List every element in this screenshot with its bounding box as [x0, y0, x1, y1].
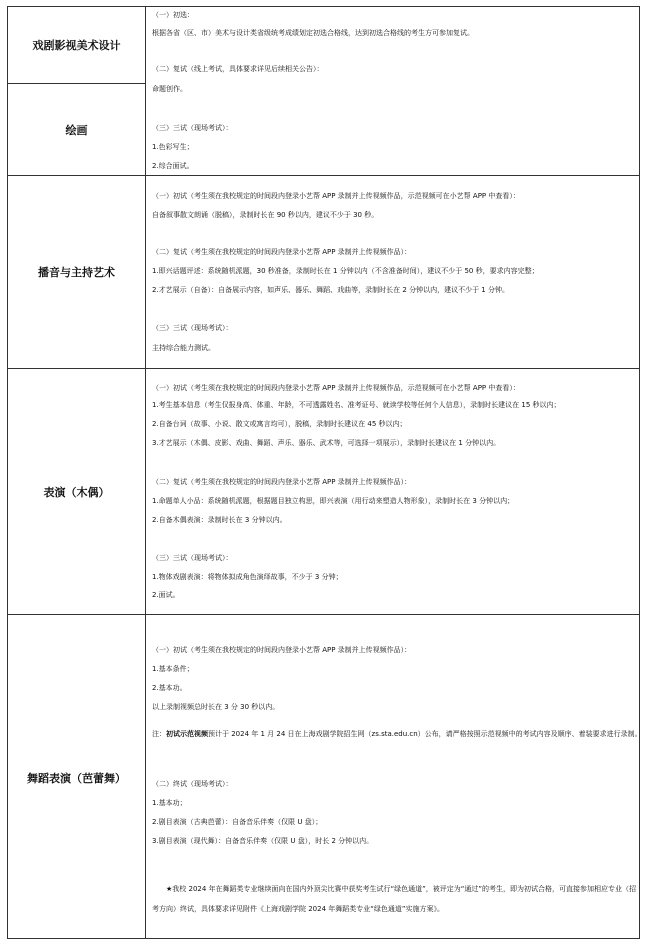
note-prefix: 注： — [152, 730, 166, 738]
text-line: 1.色彩写生； — [152, 143, 194, 151]
text-line: 1.物体戏剧表演：将物体拟成角色演绎故事，不少于 3 分钟； — [152, 573, 343, 581]
text-line: 1.基本功； — [152, 799, 187, 807]
text-line: 自备叙事散文朗诵（脱稿），录制时长在 90 秒以内，建议不少于 30 秒。 — [152, 211, 379, 219]
text-line: （一）初试（考生须在我校规定的时间段内登录小艺帮 APP 录制并上传视频作品，示范视频可在小艺帮 APP 中查看）： — [152, 384, 520, 392]
text-line: （二）复试（线上考试，具体要求详见后续相关公告）： — [152, 65, 324, 73]
text-line: 主持综合能力测试。 — [152, 344, 215, 352]
text-line: 2.基本功。 — [152, 684, 187, 692]
text-line: 命题创作。 — [152, 85, 187, 93]
exam-requirements-table — [7, 6, 640, 939]
major-label-painting: 绘画 — [65, 124, 88, 137]
text-line: 以上录制视频总时长在 3 分 30 秒以内。 — [152, 703, 280, 711]
text-line: （二）复试（考生须在我校规定的时间段内登录小艺帮 APP 录制并上传视频作品）： — [152, 248, 412, 256]
text-line: 2.综合面试。 — [152, 162, 194, 170]
text-line: 1.命题单人小品：系统随机派题，根据题目独立构思，即兴表演（用行动来塑造人物形象），录制时长在 3 分钟以内； — [152, 497, 515, 505]
text-line: 2.自备木偶表演：录制时长在 3 分钟以内。 — [152, 516, 287, 524]
text-line: （三）三试（现场考试）： — [152, 124, 233, 132]
text-line: 1.基本条件； — [152, 665, 194, 673]
text-line: （一）初试（考生须在我校规定的时间段内登录小艺帮 APP 录制并上传视频作品）： — [152, 646, 412, 654]
text-line: 2.面试。 — [152, 591, 180, 599]
green-channel-notice: ★我校 2024 年在舞蹈类专业继续面向在国内外顶尖比赛中获奖考生试行“绿色通道”，被评定为“通过”的考生，即为初试合格，可直接参加相应专业（招考方向）终试，具体要求详见附件《上海戏剧学院 2024 年舞蹈类专业“绿色通道”实施方案》。 — [152, 885, 637, 913]
column-divider — [145, 7, 146, 938]
text-line: 根据各省（区、市）美术与设计类省级统考成绩划定初选合格线，达到初选合格线的考生方可参加复试。 — [152, 29, 474, 37]
text-line: 1.考生基本信息（考生仅报身高、体重、年龄，不可透露姓名、准考证号、就读学校等任何个人信息），录制时长建议在 15 秒以内； — [152, 401, 561, 409]
text-line: 3.才艺展示（木偶、皮影、戏曲、舞蹈、声乐、器乐、武术等，可选择一项展示），录制时长建议在 1 分钟以内。 — [152, 439, 501, 447]
text-line: 2.才艺展示（自备）：自备展示内容，如声乐、器乐、舞蹈、戏曲等，录制时长在 2 分钟以内，建议不少于 1 分钟。 — [152, 286, 509, 294]
text-line: 2.剧目表演（古典芭蕾）：自备音乐伴奏（仅限 U 盘）； — [152, 818, 323, 826]
text-line: （一）初选： — [152, 11, 194, 19]
text-line: （二）终试（现场考试）： — [152, 780, 233, 788]
text-line: 2.自备台词（故事、小说、散文或寓言均可），脱稿，录制时长建议在 45 秒以内； — [152, 420, 407, 428]
note-body: 预计于 2024 年 1 月 24 日在上海戏剧学院招生网（zs.sta.edu.cn）公布，请严格按照示范视频中的考试内容及顺序、着装要求进行录制。 — [208, 730, 642, 738]
text-line: （三）三试（现场考试）： — [152, 554, 233, 562]
major-label-ballet: 舞蹈表演（芭蕾舞） — [27, 771, 126, 785]
major-label-broadcasting: 播音与主持艺术 — [38, 266, 115, 279]
text-line: （三）三试（现场考试）： — [152, 324, 233, 332]
text-line: 3.剧目表演（现代舞）：自备音乐伴奏（仅限 U 盘），时长 2 分钟以内。 — [152, 837, 374, 845]
major-label-drama-design: 戏剧影视美术设计 — [32, 39, 121, 52]
text-line: （一）初试（考生须在我校规定的时间段内登录小艺帮 APP 录制并上传视频作品，示范视频可在小艺帮 APP 中查看）： — [152, 192, 520, 200]
note-highlight: 初试示范视频 — [166, 730, 208, 738]
text-line: 1.即兴话题评述：系统随机派题，30 秒准备，录制时长在 1 分钟以内（不含准备时间），建议不少于 50 秒，要求内容完整； — [152, 267, 539, 275]
text-line: （二）复试（考生须在我校规定的时间段内登录小艺帮 APP 录制并上传视频作品）： — [152, 478, 412, 486]
major-label-puppet: 表演（木偶） — [43, 485, 110, 499]
note-paragraph — [152, 725, 642, 743]
